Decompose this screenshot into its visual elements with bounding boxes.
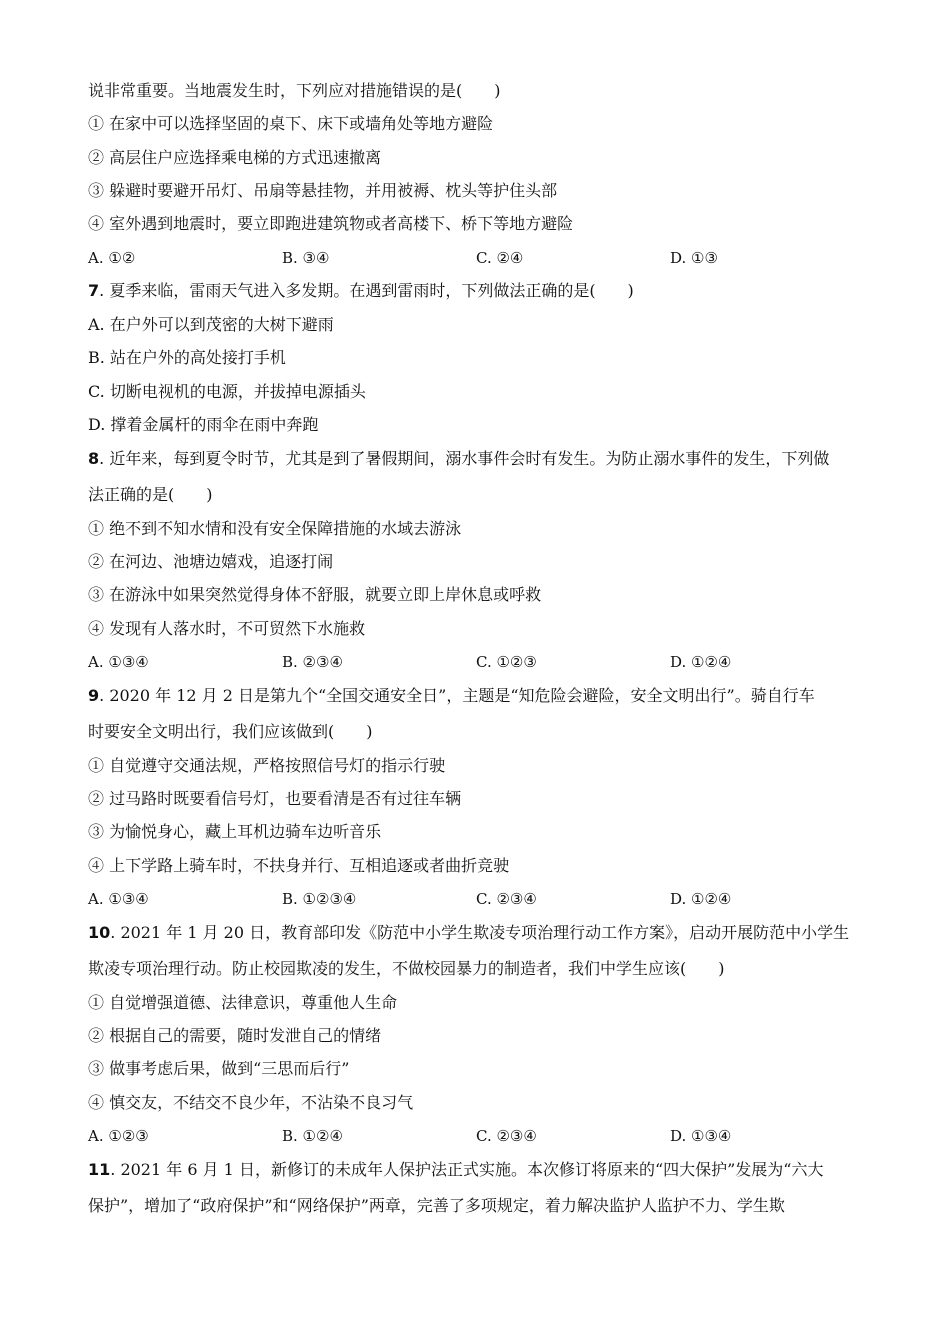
q7-option-d[interactable]: D. 撑着金属杆的雨伞在雨中奔跑 [88,415,319,434]
q8-stem-text1: . 近年来，每到夏令时节，尤其是到了暑假期间，溺水事件会时有发生。为防止溺水事件的发生，下列做 [99,449,830,468]
q8-item-1: ① 绝不到不知水情和没有安全保障措施的水域去游泳 [88,519,462,538]
q9-option-a[interactable]: A. ①③④ [88,890,149,908]
q10-option-c[interactable]: C. ②③④ [476,1127,537,1145]
q9-stem-line2: 时要安全文明出行，我们应该做到( ) [88,722,373,741]
q7-option-c[interactable]: C. 切断电视机的电源，并拔掉电源插头 [88,382,366,401]
q10-option-a[interactable]: A. ①②③ [88,1127,149,1145]
q8-stem-line1 [88,449,829,469]
q10-item-2: ② 根据自己的需要，随时发泄自己的情绪 [88,1026,382,1045]
q6-item-2: ② 高层住户应选择乘电梯的方式迅速撤离 [88,148,382,167]
q6-options [88,248,868,268]
q10-item-1: ① 自觉增强道德、法律意识，尊重他人生命 [88,993,398,1012]
q10-option-d[interactable]: D. ①③④ [670,1127,732,1145]
q6-option-a[interactable]: A. ①② [88,249,136,267]
q6-item-1: ① 在家中可以选择坚固的桌下、床下或墙角处等地方避险 [88,114,494,133]
q10-item-4: ④ 慎交友，不结交不良少年，不沾染不良习气 [88,1093,414,1112]
q8-item-4: ④ 发现有人落水时，不可贸然下水施救 [88,619,366,638]
q6-option-b[interactable]: B. ③④ [282,249,330,267]
q9-item-3: ③ 为愉悦身心，藏上耳机边骑车边听音乐 [88,822,382,841]
q6-option-d[interactable]: D. ①③ [670,249,718,267]
q9-stem-line1 [88,686,815,706]
q9-option-d[interactable]: D. ①②④ [670,890,732,908]
q10-number: 10 [88,923,111,942]
q9-item-1: ① 自觉遵守交通法规，严格按照信号灯的指示行驶 [88,756,446,775]
q8-option-b[interactable]: B. ②③④ [282,653,343,671]
q8-option-d[interactable]: D. ①②④ [670,653,732,671]
q7-option-b[interactable]: B. 站在户外的高处接打手机 [88,348,286,367]
q7-stem [88,281,634,301]
q10-option-b[interactable]: B. ①②④ [282,1127,343,1145]
q10-options [88,1126,868,1146]
q6-stem: 说非常重要。当地震发生时，下列应对措施错误的是( ) [88,81,501,100]
q9-options [88,889,868,909]
q10-stem-text1: . 2021 年 1 月 20 日，教育部印发《防范中小学生欺凌专项治理行动工作方案》，启动开展防范中小学生 [110,923,850,942]
q8-number: 8 [88,449,100,468]
q10-stem-line2: 欺凌专项治理行动。防止校园欺凌的发生，不做校园暴力的制造者，我们中学生应该( ) [88,959,725,978]
q10-stem-line1 [88,923,849,943]
q11-stem-line1 [88,1160,824,1180]
q11-number: 11 [88,1160,111,1179]
q11-stem-text1: . 2021 年 6 月 1 日，新修订的未成年人保护法正式实施。本次修订将原来的“四大保护”发展为“六大 [110,1160,824,1179]
q9-option-c[interactable]: C. ②③④ [476,890,537,908]
q8-item-3: ③ 在游泳中如果突然觉得身体不舒服，就要立即上岸休息或呼救 [88,585,542,604]
q8-options [88,652,868,672]
q8-stem-line2: 法正确的是( ) [88,485,213,504]
q6-item-3: ③ 躲避时要避开吊灯、吊扇等悬挂物，并用被褥、枕头等护住头部 [88,181,558,200]
q9-item-4: ④ 上下学路上骑车时，不扶身并行、互相追逐或者曲折竞驶 [88,856,510,875]
q8-option-a[interactable]: A. ①③④ [88,653,149,671]
q7-number: 7 [88,281,100,300]
q9-item-2: ② 过马路时既要看信号灯，也要看清是否有过往车辆 [88,789,462,808]
q8-item-2: ② 在河边、池塘边嬉戏，追逐打闹 [88,552,334,571]
q11-stem-line2: 保护”，增加了“政府保护”和“网络保护”两章，完善了多项规定，着力解决监护人监护不力、学生欺 [88,1196,785,1215]
q8-option-c[interactable]: C. ①②③ [476,653,537,671]
q6-option-c[interactable]: C. ②④ [476,249,524,267]
q6-item-4: ④ 室外遇到地震时，要立即跑进建筑物或者高楼下、桥下等地方避险 [88,214,574,233]
q7-stem-text: . 夏季来临，雷雨天气进入多发期。在遇到雷雨时，下列做法正确的是( ) [99,281,634,300]
q9-number: 9 [88,686,100,705]
q7-option-a[interactable]: A. 在户外可以到茂密的大树下避雨 [88,315,334,334]
q9-option-b[interactable]: B. ①②③④ [282,890,357,908]
q10-item-3: ③ 做事考虑后果，做到“三思而后行” [88,1059,350,1078]
q9-stem-text1: . 2020 年 12 月 2 日是第九个“全国交通安全日”，主题是“知危险会避险，安全文明出行”。骑自行车 [99,686,815,705]
